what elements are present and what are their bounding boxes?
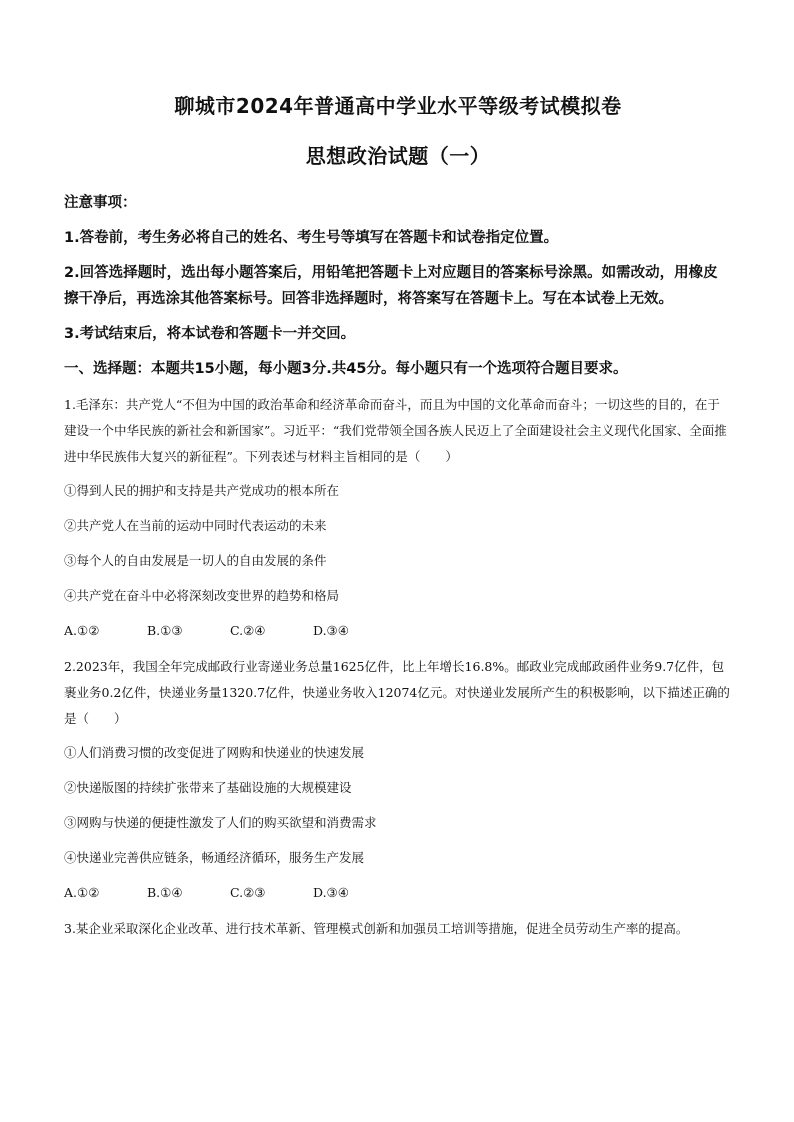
question-3 xyxy=(64,916,732,942)
answer-choice-b: B.①③ xyxy=(147,623,183,638)
answer-choice-c: C.②④ xyxy=(230,623,266,638)
answer-choice-a: A.①② xyxy=(64,885,100,900)
question-stem: 2.2023年，我国全年完成邮政行业寄递业务总量1625亿件，比上年增长16.8%。邮政业完成邮政函件业务9.7亿件，包裹业务0.2亿件，快递业务量1320.7亿件，快递业务收入12074亿元。对快递业发展所产生的积极影响，以下描述正确的是（ ） xyxy=(64,659,730,726)
answer-choice-b: B.①④ xyxy=(147,885,183,900)
notice-item-3: 3.考试结束后，将本试卷和答题卡一并交回。 xyxy=(64,326,356,342)
notice-block xyxy=(64,190,732,347)
notice-item-2: 2.回答选择题时，选出每小题答案后，用铅笔把答题卡上对应题目的答案标号涂黑。如需改动，用橡皮擦干净后，再选涂其他答案标号。回答非选择题时，将答案写在答题卡上。写在本试卷上无效。 xyxy=(64,265,718,307)
notice-item-1: 1.答卷前，考生务必将自己的姓名、考生号等填写在答题卡和试卷指定位置。 xyxy=(64,230,559,246)
notice-heading: 注意事项： xyxy=(64,195,137,211)
question-2 xyxy=(64,654,732,904)
question-option: ④共产党在奋斗中必将深刻改变世界的趋势和格局 xyxy=(64,588,340,603)
answer-choice-d: D.③④ xyxy=(313,623,349,638)
question-option: ①人们消费习惯的改变促进了网购和快递业的快速发展 xyxy=(64,745,365,760)
question-option: ④快递业完善供应链条，畅通经济循环，服务生产发展 xyxy=(64,850,365,865)
question-option: ③网购与快递的便捷性激发了人们的购买欲望和消费需求 xyxy=(64,815,377,830)
exam-subtitle: 思想政治试题（一） xyxy=(305,144,491,168)
question-option: ②共产党人在当前的运动中同时代表运动的未来 xyxy=(64,518,327,533)
exam-title: 聊城市2024年普通高中学业水平等级考试模拟卷 xyxy=(174,94,622,118)
question-1 xyxy=(64,392,732,642)
answer-choice-a: A.①② xyxy=(64,623,100,638)
question-option: ②快递版图的持续扩张带来了基础设施的大规模建设 xyxy=(64,780,352,795)
answer-choice-d: D.③④ xyxy=(313,885,349,900)
question-option: ①得到人民的拥护和支持是共产党成功的根本所在 xyxy=(64,483,340,498)
answer-choices xyxy=(64,620,732,642)
answer-choice-c: C.②③ xyxy=(230,885,266,900)
answer-choices xyxy=(64,882,732,904)
section-heading: 一、选择题：本题共15小题，每小题3分.共45分。每小题只有一个选项符合题目要求。 xyxy=(64,361,628,377)
question-stem: 1.毛泽东：共产党人“不但为中国的政治革命和经济革命而奋斗，而且为中国的文化革命而奋斗；一切这些的目的，在于建设一个中华民族的新社会和新国家”。习近平：“我们党带领全国各族人民迈上了全面建设社会主义现代化国家、全面推进中华民族伟大复兴的新征程”。下列表述与材料主旨相同的是（ ） xyxy=(64,397,727,464)
question-stem: 3.某企业采取深化企业改革、进行技术革新、管理模式创新和加强员工培训等措施，促进全员劳动生产率的提高。 xyxy=(64,921,689,936)
question-option: ③每个人的自由发展是一切人的自由发展的条件 xyxy=(64,553,327,568)
